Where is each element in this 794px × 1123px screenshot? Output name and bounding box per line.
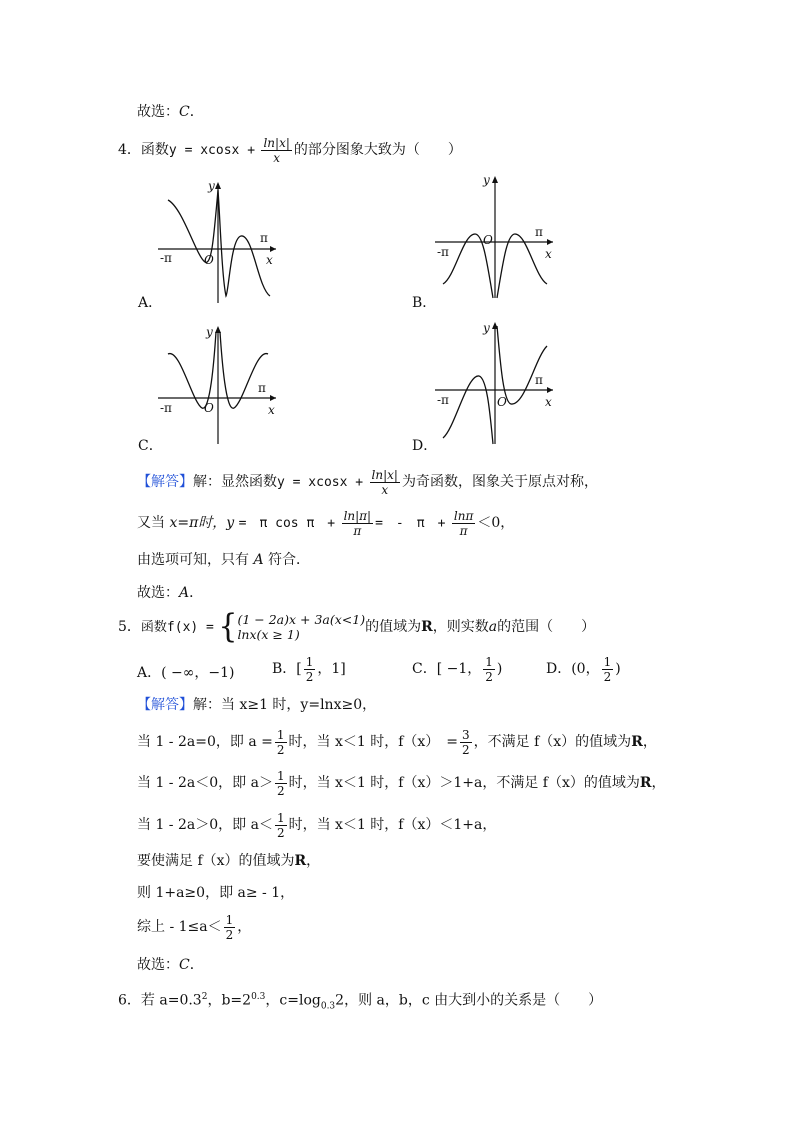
frac-num: ln|x| xyxy=(371,467,398,482)
text: ，不满足 f（x）的值域为 xyxy=(473,734,632,750)
graph-d xyxy=(435,318,565,448)
answer-suffix: ． xyxy=(189,104,204,120)
q3-answer-line xyxy=(137,102,204,122)
question-number: 4． xyxy=(118,142,141,158)
question-number: 5． xyxy=(118,619,141,635)
frac-den: 2 xyxy=(485,669,493,684)
exponent: 0.3 xyxy=(251,992,266,1002)
fraction xyxy=(261,136,291,165)
text: 若 a=0.3 xyxy=(140,992,202,1009)
option-text: ，1] xyxy=(317,661,346,677)
y-arrow xyxy=(215,182,221,189)
q5-option-d[interactable] xyxy=(546,654,621,684)
tick-neg-pi: -π xyxy=(160,401,172,415)
frac-den: π xyxy=(459,523,468,538)
q5-stem xyxy=(118,607,596,646)
q4-stem xyxy=(118,135,462,166)
y-label: y xyxy=(483,321,490,335)
frac-num: 1 xyxy=(305,654,314,669)
text: 时，当 x＜1 时，f（x） = xyxy=(288,734,459,750)
piecewise-cases xyxy=(237,612,365,642)
exponent: 2 xyxy=(201,992,208,1002)
option-text: ) xyxy=(615,661,621,677)
text: 2，则 a，b，c 由大到小的关系是（ ） xyxy=(335,992,603,1009)
tick-pi: π xyxy=(535,373,543,387)
text: R xyxy=(421,619,433,635)
origin-label: O xyxy=(483,233,493,247)
answer-suffix: ． xyxy=(189,957,204,973)
frac-num: 1 xyxy=(225,912,234,927)
tick-pi: π xyxy=(258,381,266,395)
q5-answer-line xyxy=(137,955,204,975)
option-text: B．[ xyxy=(272,661,302,677)
brace: { xyxy=(218,607,238,646)
x-label: x xyxy=(545,395,552,409)
fraction xyxy=(342,509,374,538)
tick-neg-pi: -π xyxy=(160,251,172,265)
x-label: x xyxy=(266,253,273,267)
frac-den: π xyxy=(353,523,362,538)
q5-solution-line2 xyxy=(137,727,657,757)
origin-label: O xyxy=(204,253,214,267)
option-text: C．[ −1， xyxy=(412,661,482,677)
text: 为奇函数，图象关于原点对称， xyxy=(401,474,598,490)
x-arrow xyxy=(270,395,276,401)
text: 要使满足 f（x）的值域为 xyxy=(137,853,295,869)
text: R xyxy=(294,853,307,869)
formula: = π cos π + xyxy=(238,516,336,531)
text: 则 1+a≥0，即 a≥ - 1， xyxy=(137,885,295,901)
frac-num: ln|π| xyxy=(343,508,372,523)
text: a xyxy=(488,619,498,635)
origin-label: O xyxy=(204,401,214,415)
frac-den: x xyxy=(273,150,281,165)
answer-prefix: 故选： xyxy=(137,585,179,601)
fraction xyxy=(370,468,400,497)
text: 综上 - 1≤a＜ xyxy=(137,919,222,935)
answer-letter: A xyxy=(253,552,264,568)
y-label: y xyxy=(483,173,490,187)
fraction xyxy=(275,728,287,757)
solution-tag: 【解答】 xyxy=(137,697,193,713)
text: ， xyxy=(651,775,666,791)
fraction xyxy=(452,509,475,538)
formula: 函数f(x) = xyxy=(140,620,214,635)
q5-solution-line6 xyxy=(137,883,294,903)
text: 的范围（ ） xyxy=(497,619,596,635)
option-text: D．(0， xyxy=(546,661,600,677)
fraction xyxy=(275,769,287,798)
q4-solution-line3 xyxy=(137,550,310,570)
q5-option-c[interactable] xyxy=(412,654,502,684)
frac-num: 1 xyxy=(276,810,285,825)
q4-solution-line2 xyxy=(137,508,514,539)
text: 由选项可知，只有 xyxy=(137,552,249,568)
y-label: y xyxy=(208,179,215,193)
solution-tag: 【解答】 xyxy=(137,474,193,490)
text: 时，当 x＜1 时，f（x）＜1+a， xyxy=(288,817,497,833)
x-label: x xyxy=(545,247,552,261)
q5-solution-line3 xyxy=(137,768,666,798)
q5-solution-line5 xyxy=(137,851,320,871)
fraction xyxy=(304,655,316,684)
frac-num: 1 xyxy=(603,654,612,669)
x-arrow xyxy=(270,246,276,252)
frac-num: 1 xyxy=(276,727,285,742)
fraction xyxy=(483,655,495,684)
case-1: (1 − 2a)x + 3a(x<1) xyxy=(237,612,366,627)
text: ，b=2 xyxy=(207,992,252,1009)
option-text: A．( −∞，−1) xyxy=(137,665,235,681)
graph-b xyxy=(435,172,565,302)
y-arrow xyxy=(215,326,221,333)
text: x=π时， xyxy=(169,515,227,531)
text: ， xyxy=(642,734,657,750)
text: ，c=log xyxy=(265,992,321,1009)
frac-den: x xyxy=(381,482,389,497)
text: y xyxy=(226,515,235,531)
text: 的值域为 xyxy=(365,619,422,635)
frac-num: 1 xyxy=(485,654,493,669)
option-text: ) xyxy=(496,661,503,677)
frac-den: 2 xyxy=(276,783,285,798)
frac-den: 2 xyxy=(276,825,285,840)
text: 当 1 - 2a＞0，即 a＜ xyxy=(137,817,273,833)
text: 符合． xyxy=(268,552,311,568)
stem-text: 函数 xyxy=(140,142,169,158)
text: 又当 xyxy=(137,515,165,531)
frac-num: lnπ xyxy=(453,508,474,523)
text: ， xyxy=(237,919,252,935)
graph-a xyxy=(158,178,288,308)
q5-option-a[interactable] xyxy=(137,658,235,688)
text: 当 1 - 2a＜0，即 a＞ xyxy=(137,775,273,791)
frac-den: 2 xyxy=(225,927,234,942)
fraction xyxy=(602,655,614,684)
tick-neg-pi: -π xyxy=(437,393,449,407)
x-arrow xyxy=(547,387,553,393)
option-a-label[interactable]: A． xyxy=(138,295,163,311)
x-label: x xyxy=(268,403,275,417)
option-d-label[interactable]: D． xyxy=(412,438,438,454)
origin-label: O xyxy=(497,395,507,409)
formula: y = xcosx + xyxy=(277,475,364,490)
frac-den: 2 xyxy=(603,669,612,684)
text: R xyxy=(631,734,643,750)
option-c-label[interactable]: C． xyxy=(138,438,163,454)
q4-answer-line xyxy=(137,583,203,603)
text: ，则实数 xyxy=(432,619,489,635)
tick-neg-pi: -π xyxy=(437,245,449,259)
q4-solution-line1 xyxy=(137,467,598,498)
frac-num: 1 xyxy=(276,768,285,783)
text: R xyxy=(639,775,652,791)
answer-letter: A xyxy=(179,585,190,601)
fraction xyxy=(224,913,236,942)
text: 解：当 x≥1 时，y=lnx≥0， xyxy=(193,697,377,713)
graph-c xyxy=(158,322,288,452)
case-2: lnx(x ≥ 1) xyxy=(237,627,300,642)
answer-prefix: 故选： xyxy=(137,957,179,973)
answer-prefix: 故选： xyxy=(137,104,179,120)
formula: y = xcosx + xyxy=(168,143,256,158)
text: 解：显然函数 xyxy=(193,474,277,490)
text: ， xyxy=(306,853,321,869)
q5-solution-line4 xyxy=(137,810,496,840)
frac-den: 2 xyxy=(305,669,314,684)
answer-letter: C xyxy=(179,957,190,973)
frac-den: 2 xyxy=(462,742,470,757)
frac-num: 3 xyxy=(462,727,470,742)
answer-letter: C xyxy=(179,104,190,120)
question-number: 6． xyxy=(118,992,141,1009)
q5-solution-line7 xyxy=(137,912,251,942)
subscript: 0.3 xyxy=(320,1001,336,1012)
stem-text: 的部分图象大致为（ ） xyxy=(293,142,462,158)
frac-num: ln|x| xyxy=(263,135,290,150)
tick-pi: π xyxy=(535,225,543,239)
tick-pi: π xyxy=(260,231,268,245)
text: 时，当 x＜1 时，f（x）＞1+a，不满足 f（x）的值域为 xyxy=(288,775,640,791)
q5-option-b[interactable] xyxy=(272,654,346,684)
q5-solution-line1 xyxy=(137,695,376,715)
curve xyxy=(168,190,270,296)
fraction xyxy=(460,728,472,757)
answer-suffix: ． xyxy=(189,585,204,601)
x-arrow xyxy=(547,239,553,245)
y-arrow xyxy=(492,176,498,183)
fraction xyxy=(275,811,287,840)
q6-stem xyxy=(118,987,602,1016)
formula: = - π + xyxy=(375,516,446,531)
option-b-label[interactable]: B． xyxy=(412,295,437,311)
frac-den: 2 xyxy=(276,742,285,757)
y-label: y xyxy=(206,325,213,339)
text: ＜0， xyxy=(477,515,515,531)
text: 当 1 - 2a=0，即 a = xyxy=(137,734,273,750)
